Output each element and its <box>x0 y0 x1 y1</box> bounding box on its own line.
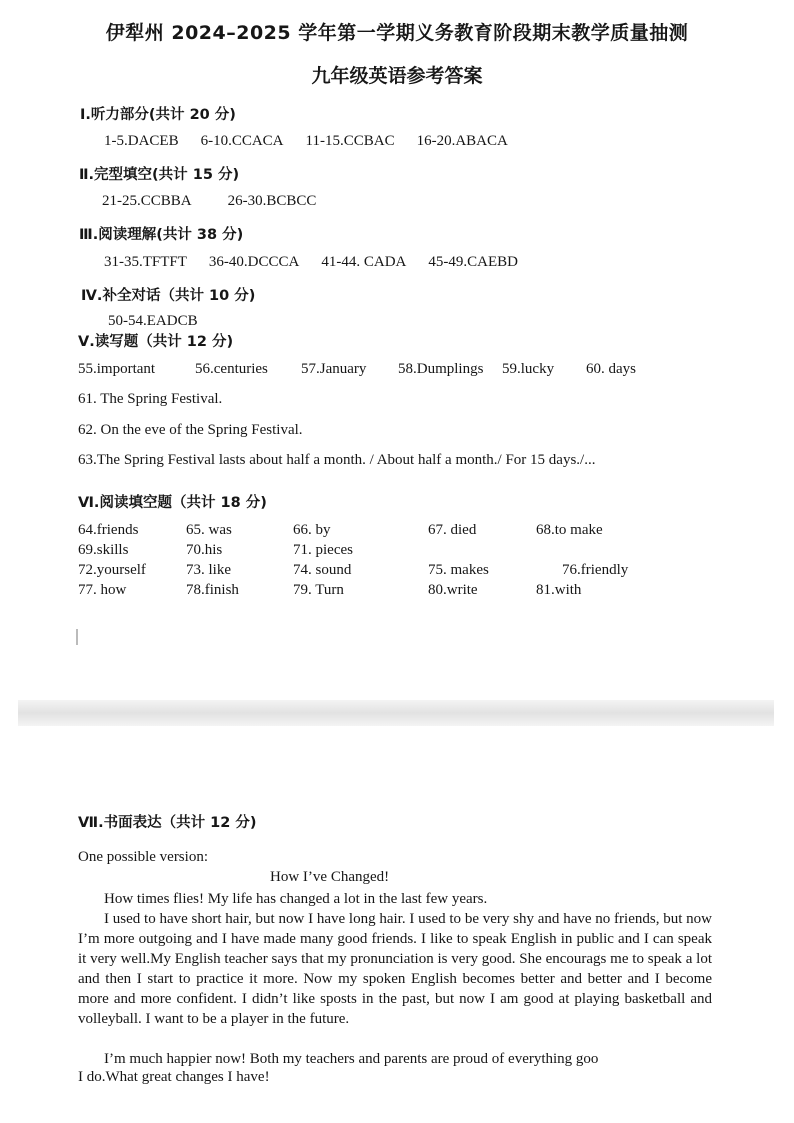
answer-63: 63.The Spring Festival lasts about half a month. / About half a month./ For 15 days./... <box>78 452 596 468</box>
answer-81: 81.with <box>536 582 582 598</box>
answer-group: 16-20.ABACA <box>416 133 508 149</box>
answer-group: 36-40.DCCCA <box>208 254 300 270</box>
page-subtitle: 九年级英语参考答案 <box>311 65 483 87</box>
answer-61: 61. The Spring Festival. <box>78 391 223 407</box>
answer-group: 11-15.CCBAC <box>305 133 395 149</box>
section-2-heading: Ⅱ.完型填空(共计 15 分) <box>79 167 240 183</box>
answer-57: 57.January <box>301 361 367 377</box>
answer-56: 56.centuries <box>195 361 268 377</box>
answer-69: 69.skills <box>78 542 129 558</box>
answer-58: 58.Dumplings <box>398 361 484 377</box>
answer-group: 31-35.TFTFT <box>104 254 187 270</box>
answer-75: 75. makes <box>428 562 489 578</box>
answer-group: 1-5.DACEB <box>104 133 179 149</box>
section-3-heading: Ⅲ.阅读理解(共计 38 分) <box>79 227 244 243</box>
answer-62: 62. On the eve of the Spring Festival. <box>78 422 303 438</box>
section-2-answers <box>102 193 338 210</box>
answer-68: 68.to make <box>536 522 603 538</box>
section-4-heading: Ⅳ.补全对话（共计 10 分) <box>81 288 256 304</box>
answer-group: 21-25.CCBBA <box>102 193 192 209</box>
answer-group: 45-49.CAEBD <box>428 254 518 270</box>
answer-67: 67. died <box>428 522 477 538</box>
section-7-heading: Ⅶ.书面表达（共计 12 分) <box>78 815 257 831</box>
essay-paragraph-2: I used to have short hair, but now I have long hair. I used to be very shy and have no friends, but now I’m more outgoing and I have made many good friends. I like to speak English in public and I can speak it very well.My English teacher says that my pronunciation is very good. She encourags me to speak a lot and then I start to practice it more. Now my spoken English becomes better and better and I become more and more confident. I didn’t like sposts in the past, but now I am good at playing basketball and volleyball. I want to be a player in the future. <box>78 911 712 1027</box>
page-title: 伊犁州 2024–2025 学年第一学期义务教育阶段期末教学质量抽测 <box>105 22 689 44</box>
answer-72: 72.yourself <box>78 562 146 578</box>
essay-paragraph-3: I’m much happier now! Both my teachers and parents are proud of everything goo <box>104 1051 599 1067</box>
essay-paragraph-1: How times flies! My life has changed a lot in the last few years. <box>104 891 488 907</box>
answer-71: 71. pieces <box>293 542 353 558</box>
answer-66: 66. by <box>293 522 331 538</box>
answer-73: 73. like <box>186 562 231 578</box>
page-separator <box>18 700 774 726</box>
answer-80: 80.write <box>428 582 478 598</box>
answer-64: 64.friends <box>78 522 139 538</box>
answer-group: 26-30.BCBCC <box>227 193 317 209</box>
answer-74: 74. sound <box>293 562 352 578</box>
section-1-heading: Ⅰ.听力部分(共计 20 分) <box>80 107 236 123</box>
section-1-answers <box>104 133 530 150</box>
scan-mark <box>76 629 78 645</box>
answer-78: 78.finish <box>186 582 239 598</box>
essay-intro: One possible version: <box>78 849 208 865</box>
answer-77: 77. how <box>78 582 127 598</box>
essay-paragraph-4: I do.What great changes I have! <box>78 1069 270 1085</box>
section-4-answers <box>108 313 220 330</box>
answer-60: 60. days <box>586 361 636 377</box>
answer-65: 65. was <box>186 522 232 538</box>
answer-79: 79. Turn <box>293 582 344 598</box>
answer-group: 50-54.EADCB <box>108 313 198 329</box>
section-3-answers <box>104 254 540 271</box>
answer-76: 76.friendly <box>562 562 629 578</box>
answer-70: 70.his <box>186 542 223 558</box>
essay-title: How I’ve Changed! <box>270 869 390 885</box>
section-6-heading: Ⅵ.阅读填空题（共计 18 分) <box>78 495 267 511</box>
answer-group: 41-44. CADA <box>321 254 407 270</box>
section-5-heading: Ⅴ.读写题（共计 12 分) <box>78 334 234 350</box>
answer-55: 55.important <box>78 361 156 377</box>
answer-59: 59.lucky <box>502 361 555 377</box>
answer-group: 6-10.CCACA <box>200 133 284 149</box>
